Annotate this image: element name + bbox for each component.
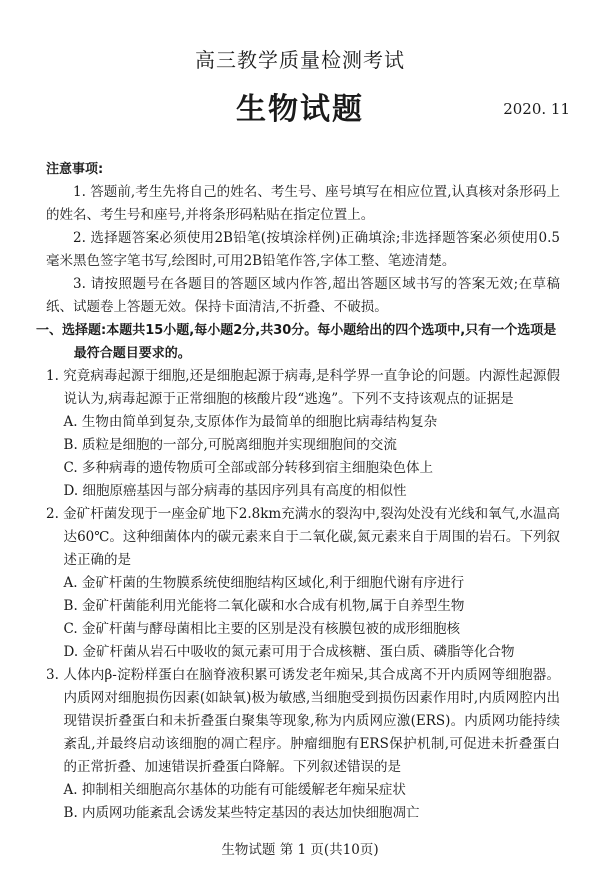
exam-content <box>36 158 560 825</box>
notice-item-2: 2. 选择题答案必须使用2B铅笔(按填涂样例)正确填涂;非选择题答案必须使用0.5毫米黑色签字笔书写,绘图时,可用2B铅笔作答,字体工整、笔迹清楚。 <box>46 230 560 269</box>
notice-item-3: 3. 请按照题号在各题目的答题区域内作答,超出答题区域书写的答案无效;在草稿纸、试题卷上答题无效。保持卡面清洁,不折叠、不破损。 <box>46 276 560 315</box>
question-stem: 1. 究竟病毒起源于细胞,还是细胞起源于病毒,是科学界一直争论的问题。内源性起源假说认为,病毒起源于正常细胞的核酸片段“逃逸”。下列不支持该观点的证据是 <box>46 368 560 407</box>
question-stem: 3. 人体内β-淀粉样蛋白在脑脊液积累可诱发老年痴呆,其合成离不开内质网等细胞器。内质网对细胞损伤因素(如缺氧)极为敏感,当细胞受到损伤因素作用时,内质网腔内出现错误折叠蛋白和未折叠蛋白聚集等现象,称为内质网应激(ERS)。内质网功能持续紊乱,并最终启动该细胞的凋亡程序。肿瘤细胞有ERS保护机制,可促进未折叠蛋白的正常折叠、加速错误折叠蛋白降解。下列叙述错误的是 <box>46 667 560 775</box>
option-b: B. 金矿杆菌能利用光能将二氧化碳和水合成有机物,属于自养型生物 <box>63 598 465 614</box>
section-title: 一、选择题:本题共15小题,每小题2分,共30分。每小题给出的四个选项中,只有一个选项是最符合题目要求的。 <box>36 323 557 361</box>
option-b: B. 内质网功能紊乱会诱发某些特定基因的表达加快细胞凋亡 <box>63 805 420 821</box>
option-b: B. 质粒是细胞的一部分,可脱离细胞并实现细胞间的交流 <box>63 437 397 453</box>
option-d: D. 金矿杆菌从岩石中吸收的氮元素可用于合成核糖、蛋白质、磷脂等化合物 <box>63 644 515 660</box>
option-c: C. 多种病毒的遗传物质可全部或部分转移到宿主细胞染色体上 <box>63 460 433 476</box>
option-a: A. 抑制相关细胞高尔基体的功能有可能缓解老年痴呆症状 <box>63 782 406 798</box>
notice-title: 注意事项: <box>46 162 104 177</box>
question-options <box>46 572 560 664</box>
option-a: A. 金矿杆菌的生物膜系统使细胞结构区域化,利于细胞代谢有序进行 <box>63 575 465 591</box>
question-options <box>46 779 560 825</box>
exam-name: 高三教学质量检测考试 <box>195 48 405 72</box>
option-c: C. 金矿杆菌与酵母菌相比主要的区别是没有核膜包被的成形细胞核 <box>63 621 460 637</box>
notice-item-1: 1. 答题前,考生先将自己的姓名、考生号、座号填写在相应位置,认真核对条形码上的姓名、考生号和座号,并将条形码粘贴在指定位置上。 <box>46 184 560 223</box>
subject-title: 生物试题 <box>236 92 364 127</box>
question-2 <box>46 503 560 664</box>
exam-date: 2020. 11 <box>503 100 570 118</box>
question-3 <box>46 664 560 825</box>
option-a: A. 生物由简单到复杂,支原体作为最简单的细胞比病毒结构复杂 <box>63 414 438 430</box>
question-1 <box>46 365 560 503</box>
page-footer: 生物试题 第 1 页(共10页) <box>221 842 379 858</box>
option-d: D. 细胞原癌基因与部分病毒的基因序列具有高度的相似性 <box>63 483 407 499</box>
question-stem: 2. 金矿杆菌发现于一座金矿地下2.8km充满水的裂沟中,裂沟处没有光线和氧气,水温高达60℃。这种细菌体内的碳元素来自于二氧化碳,氮元素来自于周围的岩石。下列叙述正确的是 <box>46 506 560 568</box>
question-options <box>46 411 560 503</box>
